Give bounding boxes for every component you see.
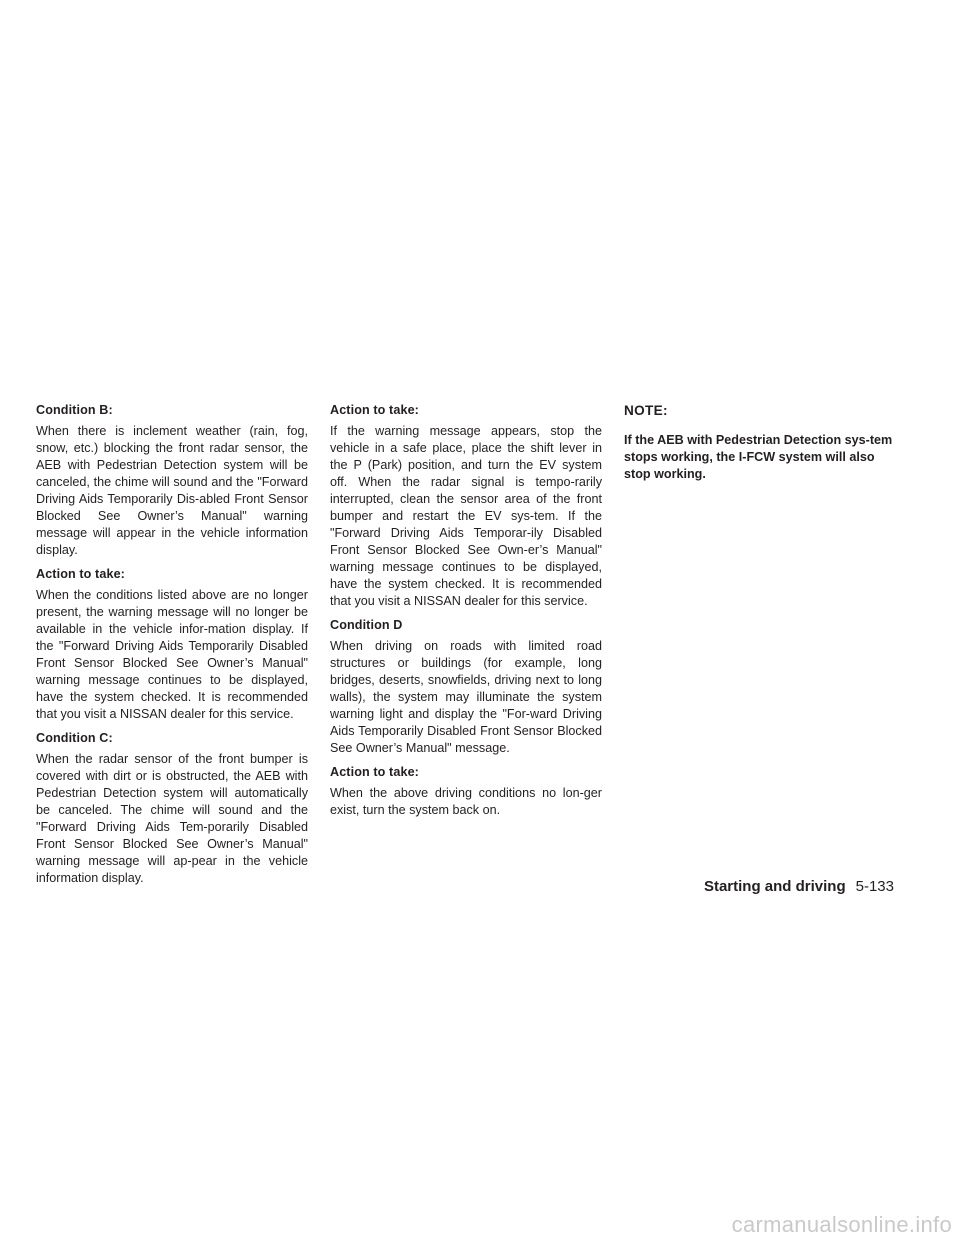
- note-text: If the AEB with Pedestrian Detection sys-tem stops working, the I-FCW system will also stop working.: [624, 433, 893, 481]
- action-paragraph: If the warning message appears, stop the vehicle in a safe place, place the shift lever in the P (Park) position, and turn the EV system off. When the radar signal is tempo-rarily interrupted, clean the sensor area of the front bumper and restart the EV sys-tem. If the "Forward Driving Aids Temporar-ily Disabled Front Sensor Blocked See Own-er’s Manual" warning message continues to be displayed, have the system checked. It is recommended that you visit a NISSAN dealer for this service.: [330, 424, 602, 608]
- action-heading: Action to take:: [330, 765, 419, 779]
- condition-b-paragraph: When there is inclement weather (rain, fog, snow, etc.) blocking the front radar sensor, the AEB with Pedestrian Detection system will be canceled, the chime will sound and the "Forward Driving Aids Temporarily Dis-abled Front Sensor Blocked See Owner’s Manual" warning message will appear in the vehicle information display.: [36, 424, 308, 557]
- footer-page-number: 5-133: [855, 878, 894, 895]
- action-heading: Action to take:: [330, 403, 419, 417]
- note-title: NOTE:: [624, 403, 668, 418]
- action-paragraph: When the conditions listed above are no longer present, the warning message will no longer be available in the vehicle infor-mation display. If the "Forward Driving Aids Temporarily Disabled Front Sensor Blocked See Owner’s Manual" warning message continues to be displayed, have the system checked. It is recommended that you visit a NISSAN dealer for this service.: [36, 588, 308, 721]
- condition-d-paragraph: When driving on roads with limited road structures or buildings (for example, long bridges, deserts, snowfields, driving next to long walls), the system may illuminate the system warning light and display the "For-ward Driving Aids Temporarily Disabled Front Sensor Blocked See Owner’s Manual" message.: [330, 639, 602, 755]
- text-column-1: [36, 402, 308, 894]
- action-heading: Action to take:: [36, 567, 125, 581]
- condition-c-heading: Condition C:: [36, 731, 113, 745]
- watermark-text: carmanualsonline.info: [731, 1212, 952, 1237]
- condition-c-paragraph: When the radar sensor of the front bumper is covered with dirt or is obstructed, the AEB with Pedestrian Detection system will automatically be canceled. The chime will sound and the "Forward Driving Aids Tem-porarily Disabled Front Sensor Blocked See Owner’s Manual" warning message will ap-pear in the vehicle information display.: [36, 752, 308, 885]
- text-column-3: [624, 402, 896, 483]
- footer-section-title: Starting and driving: [703, 878, 846, 895]
- condition-d-heading: Condition D: [330, 618, 403, 632]
- condition-b-heading: Condition B:: [36, 403, 113, 417]
- text-column-2: [330, 402, 602, 826]
- action-paragraph: When the above driving conditions no lon-ger exist, turn the system back on.: [330, 786, 602, 817]
- page-footer: [704, 877, 894, 897]
